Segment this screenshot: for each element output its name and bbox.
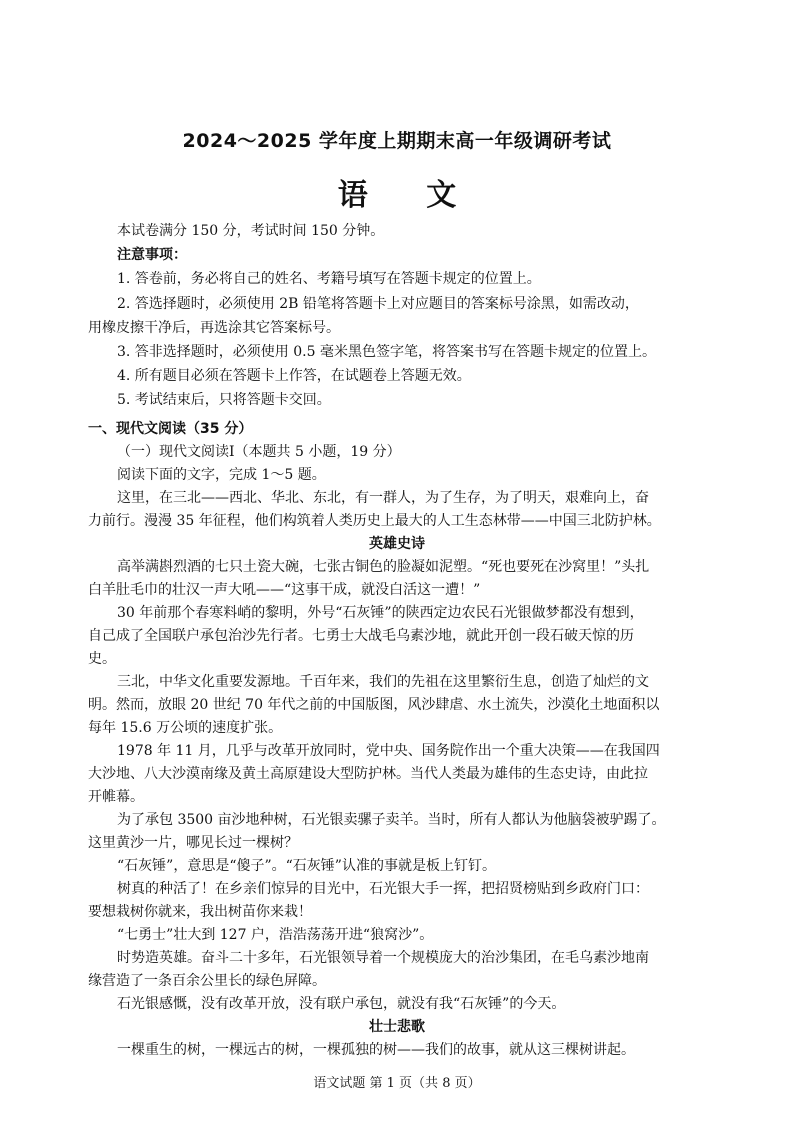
instruction-item: 用橡皮擦干净后，再选涂其它答案标号。	[88, 320, 340, 336]
passage-line: 缘营造了一条百余公里长的绿色屏障。	[88, 973, 326, 989]
instructions-intro: 本试卷满分 150 分，考试时间 150 分钟。	[117, 223, 385, 239]
passage-line: 1978 年 11 月，几乎与改革开放同时，党中央、国务院作出一个重大决策——在我国四	[117, 743, 660, 759]
passage-line: 这里，在三北——西北、华北、东北，有一群人，为了生存，为了明天，艰难向上，奋	[117, 490, 649, 506]
passage-line: 为了承包 3500 亩沙地种树，石光银卖骡子卖羊。当时，所有人都认为他脑袋被驴踢了。	[117, 812, 666, 828]
passage-line: 要想栽树你就来，我出树苗你来栽！	[88, 904, 312, 920]
passage-line: 三北，中华文化重要发源地。千百年来，我们的先祖在这里繁衍生息，创造了灿烂的文	[117, 674, 649, 690]
reading-instruction: 阅读下面的文字，完成 1～5 题。	[117, 467, 326, 483]
page-footer: 语文试题 第 1 页（共 8 页）	[313, 1076, 481, 1091]
passage-line: 一棵重生的树，一棵远古的树，一棵孤独的树——我们的故事，就从这三棵树讲起。	[117, 1042, 635, 1058]
passage-line: 明。然而，放眼 20 世纪 70 年代之前的中国版图，风沙肆虐、水土流失，沙漠化土地面积以	[88, 697, 660, 713]
passage-line: 石光银感慨，没有改革开放，没有联户承包，就没有我“石灰锤”的今天。	[117, 996, 566, 1012]
instruction-item: 5. 考试结束后，只将答题卡交回。	[117, 392, 331, 408]
passage-line: 力前行。漫漫 35 年征程，他们构筑着人类历史上最大的人工生态林带——中国三北防护林。	[88, 513, 661, 529]
passage-line: 大沙地、八大沙漠南缘及黄土高原建设大型防护林。当代人类最为雄伟的生态史诗，由此拉	[88, 766, 648, 782]
passage-part-title: 英雄史诗	[369, 536, 425, 552]
passage-line: 每年 15.6 万公顷的速度扩张。	[88, 720, 283, 736]
instruction-item: 2. 答选择题时，必须使用 2B 铅笔将答题卡上对应题目的答案标号涂黑，如需改动，	[117, 296, 639, 312]
passage-line: 史。	[88, 651, 116, 667]
passage-line: 自己成了全国联户承包治沙先行者。七勇士大战毛乌素沙地，就此开创一段石破天惊的历	[88, 628, 634, 644]
passage-line: “石灰锤”，意思是“傻子”。“石灰锤”认准的事就是板上钉钉。	[117, 858, 496, 874]
sub-section-heading: （一）现代文阅读Ⅰ（本题共 5 小题，19 分）	[117, 444, 401, 460]
section-heading: 一、现代文阅读（35 分）	[88, 421, 253, 437]
passage-line: 高举满斟烈酒的七只土瓷大碗，七张古铜色的脸凝如泥塑。“死也要死在沙窝里！”头扎	[117, 559, 650, 575]
passage-line: 时势造英雄。奋斗二十多年，石光银领导着一个规模庞大的治沙集团，在毛乌素沙地南	[117, 950, 649, 966]
passage-line: “七勇士”壮大到 127 户，浩浩荡荡开进“狼窝沙”。	[117, 927, 434, 943]
passage-line: 30 年前那个春寒料峭的黎明，外号“石灰锤”的陕西定边农民石光银做梦都没有想到，	[117, 605, 644, 621]
passage-line: 这里黄沙一片，哪见长过一棵树？	[88, 835, 298, 851]
instruction-item: 1. 答卷前，务必将自己的姓名、考籍号填写在答题卡规定的位置上。	[117, 271, 541, 287]
subject-title: 语 文	[337, 178, 481, 213]
passage-line: 树真的种活了！在乡亲们惊异的目光中，石光银大手一挥，把招贤榜贴到乡政府门口：	[117, 881, 649, 897]
passage-part-title: 壮士悲歌	[369, 1019, 425, 1035]
instruction-item: 4. 所有题目必须在答题卡上作答，在试题卷上答题无效。	[117, 368, 471, 384]
exam-title: 2024～2025 学年度上期期末高一年级调研考试	[182, 130, 612, 152]
passage-line: 白羊肚毛巾的壮汉一声大吼——“这事干成，就没白活这一遭！”	[88, 582, 481, 598]
instructions-heading: 注意事项：	[117, 247, 187, 263]
instruction-item: 3. 答非选择题时，必须使用 0.5 毫米黑色签字笔，将答案书写在答题卡规定的位置上。	[117, 344, 656, 360]
passage-line: 开帷幕。	[88, 789, 144, 805]
